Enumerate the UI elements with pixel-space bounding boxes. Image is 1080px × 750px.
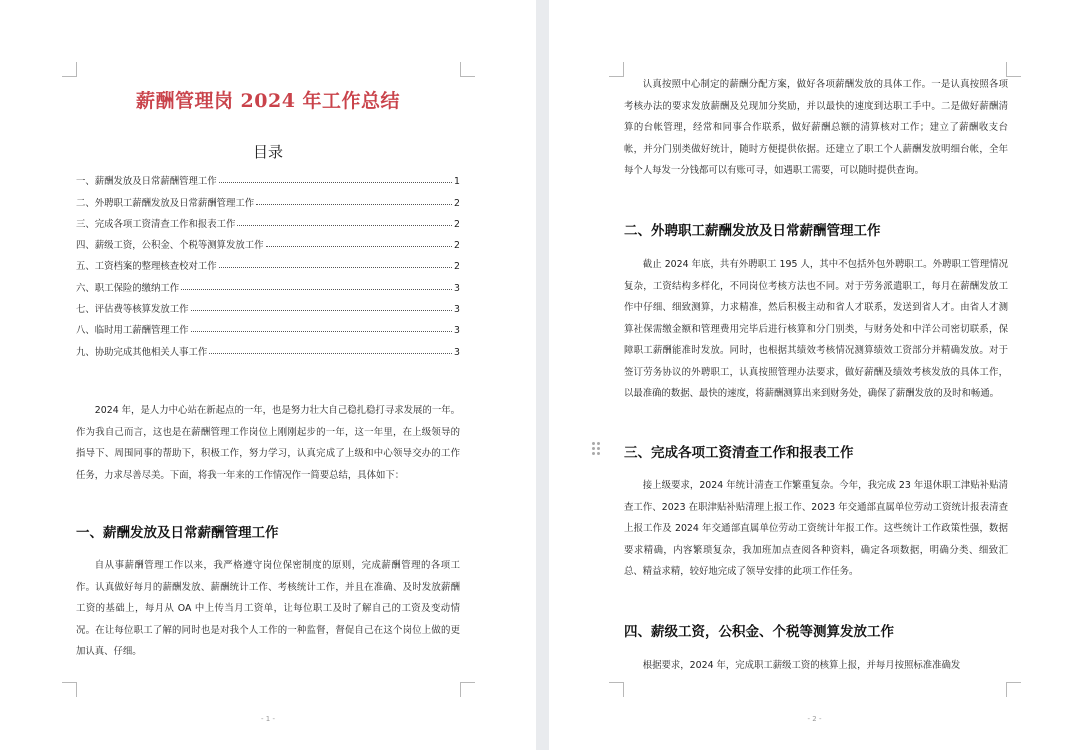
block-drag-handle-icon[interactable] bbox=[592, 442, 600, 456]
toc-leader bbox=[181, 289, 452, 290]
toc-entry-label: 三、完成各项工资清查工作和报表工作 bbox=[76, 218, 236, 230]
section-heading-1: 一、薪酬发放及日常薪酬管理工作 bbox=[76, 525, 279, 541]
toc-entry-label: 五、工资档案的整理核查校对工作 bbox=[76, 261, 217, 273]
toc-entry-label: 四、薪级工资，公积金、个税等测算发放工作 bbox=[76, 240, 264, 252]
section-4-paragraph: 根据要求，2024 年，完成职工薪级工资的核算上报，并每月按照标准准确发 bbox=[642, 660, 961, 671]
toc-entry-page: 3 bbox=[454, 346, 460, 358]
toc-entry-page: 3 bbox=[454, 282, 460, 294]
crop-mark bbox=[62, 682, 77, 697]
page-number: - 2 - bbox=[807, 715, 822, 723]
page-number: - 1 - bbox=[261, 715, 275, 723]
toc-entry-page: 2 bbox=[454, 197, 460, 209]
crop-mark bbox=[460, 682, 475, 697]
document-page-2 bbox=[549, 0, 1080, 750]
toc-entry-label: 七、评估费等核算发放工作 bbox=[76, 304, 189, 316]
toc-entry-label: 八、临时用工薪酬管理工作 bbox=[76, 325, 189, 337]
toc-leader bbox=[237, 225, 452, 226]
crop-mark bbox=[1006, 62, 1021, 77]
toc-entry[interactable] bbox=[76, 187, 460, 208]
toc-leader bbox=[191, 310, 453, 311]
document-title: 薪酬管理岗 2024 年工作总结 bbox=[135, 90, 401, 112]
toc-leader bbox=[266, 246, 453, 247]
toc-entry[interactable] bbox=[76, 315, 460, 336]
toc-entry[interactable] bbox=[76, 209, 460, 230]
toc-entry-page: 3 bbox=[454, 304, 460, 316]
table-of-contents bbox=[76, 166, 460, 358]
crop-mark bbox=[609, 62, 624, 77]
section-heading-3: 三、完成各项工资清查工作和报表工作 bbox=[624, 445, 854, 461]
toc-leader bbox=[219, 267, 452, 268]
crop-mark bbox=[609, 682, 624, 697]
crop-mark bbox=[1006, 682, 1021, 697]
toc-leader bbox=[209, 353, 452, 354]
document-page-1 bbox=[0, 0, 536, 750]
toc-entry[interactable] bbox=[76, 166, 460, 187]
toc-entry-page: 2 bbox=[454, 240, 460, 252]
toc-entry[interactable] bbox=[76, 230, 460, 251]
toc-leader bbox=[256, 204, 452, 205]
toc-title: 目录 bbox=[252, 143, 283, 161]
continued-paragraph: 认真按照中心制定的薪酬分配方案，做好各项薪酬发放的具体工作。一是认真按照各项考核办法的要求发放薪酬及兑现加分奖励，并以最快的速度到达职工手中。二是做好薪酬清算的台帐管理，经常和同事合作联系，做好薪酬总额的清算核对工作；建立了薪酬收支台帐，并分门别类做好统计，随时方便提供依据。还建立了职工个人薪酬发放明细台帐，全年每个人每发一分钱都可以有账可寻，如遇职工需要，可以随时提供查询。 bbox=[624, 79, 1008, 176]
toc-entry[interactable] bbox=[76, 251, 460, 272]
toc-entry-label: 二、外聘职工薪酬发放及日常薪酬管理工作 bbox=[76, 197, 255, 209]
toc-entry-label: 一、薪酬发放及日常薪酬管理工作 bbox=[76, 176, 217, 188]
section-3-paragraph: 接上级要求，2024 年统计清查工作繁重复杂。今年，我完成 23 年退休职工津贴补贴清查工作、2023 在职津贴补贴清理上报工作、2023 年交通部直属单位劳动工资统计报表清查上报工作及 2024 年交通部直属单位劳动工资统计年报工作。这些统计工作政策性强，数据要求精确，内容繁琐复杂，我加班加点查阅各种资料，确定各项数据，明确分类、细致汇总、精益求精，较好地完成了领导安排的此项工作任务。 bbox=[624, 480, 1008, 577]
toc-leader bbox=[191, 331, 453, 332]
crop-mark bbox=[460, 62, 475, 77]
crop-mark bbox=[62, 62, 77, 77]
toc-entry-page: 3 bbox=[454, 325, 460, 337]
intro-paragraph: 2024 年，是人力中心站在新起点的一年，也是努力壮大自己稳扎稳打寻求发展的一年。作为我自己而言，这也是在薪酬管理工作岗位上刚刚起步的一年，这一年里，在上级领导的指导下、周围同事的帮助下，积极工作，努力学习，认真完成了上级和中心领导交办的工作任务，力求尽善尽美。下面，将我一年来的工作情况作一简要总结，具体如下： bbox=[76, 405, 460, 481]
section-1-paragraph: 自从事薪酬管理工作以来，我严格遵守岗位保密制度的原则，完成薪酬管理的各项工作。认真做好每月的薪酬发放、薪酬统计工作、考核统计工作，并且在准确、及时发放薪酬工资的基础上，每月从 OA 中上传当月工资单，让每位职工及时了解自己的工资及变动情况。在让每位职工了解的同时也是对我个人工作的一种监督，督促自己在这个岗位上做的更加认真、仔细。 bbox=[76, 560, 460, 657]
toc-entry-page: 2 bbox=[454, 261, 460, 273]
section-heading-4: 四、薪级工资，公积金、个税等测算发放工作 bbox=[624, 624, 894, 640]
toc-entry[interactable] bbox=[76, 336, 460, 357]
section-heading-2: 二、外聘职工薪酬发放及日常薪酬管理工作 bbox=[624, 223, 881, 239]
toc-entry-label: 九、协助完成其他相关人事工作 bbox=[76, 346, 208, 358]
toc-entry-page: 1 bbox=[454, 176, 460, 188]
toc-entry[interactable] bbox=[76, 294, 460, 315]
toc-entry[interactable] bbox=[76, 272, 460, 293]
toc-entry-page: 2 bbox=[454, 218, 460, 230]
section-2-paragraph: 截止 2024 年底，共有外聘职工 195 人，其中不包括外包外聘职工。外聘职工管理情况复杂，工资结构多样化，不同岗位考核方法也不同。对于劳务派遣职工，每月在薪酬发放工作中仔细、细致测算，力求精准，然后积极主动和省人才联系，发送到省人才。由省人才测算社保需缴金额和管理费用完毕后进行核算和分门别类，与财务处和中洋公司密切联系，保障职工薪酬能准时发放。同时，也根据其绩效考核情况测算绩效工资部分并精确发放。对于签订劳务协议的外聘职工，认真按照管理办法要求，做好薪酬及绩效考核发放的具体工作，以最准确的数据、最快的速度，将薪酬测算出来到财务处，确保了薪酬发放的及时和畅通。 bbox=[624, 259, 1008, 399]
toc-entry-label: 六、职工保险的缴纳工作 bbox=[76, 282, 180, 294]
toc-leader bbox=[219, 182, 452, 183]
